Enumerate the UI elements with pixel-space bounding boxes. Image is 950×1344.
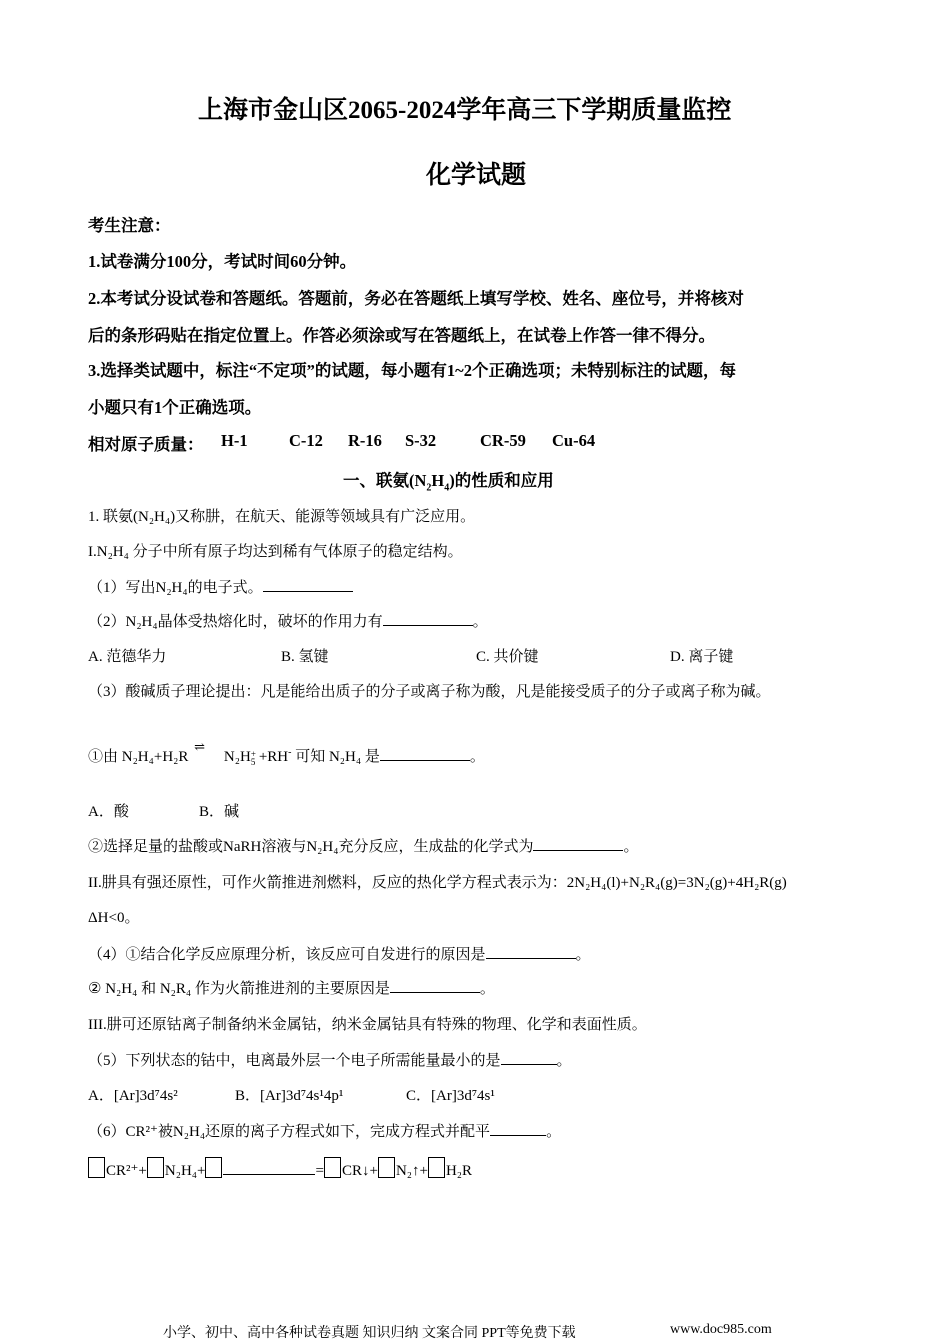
q1-s3-2: ②选择足量的盐酸或NaRH溶液与N₂H₄充分反应，生成盐的化学式为 。 [88,835,638,856]
q1-part2-a: II.肼具有强还原性，可作火箭推进剂燃料，反应的热化学方程式表示为：2N₂H₄(l)+N₂R₄(g)=3N₂(g)+4H₂R(g) [88,875,787,891]
section-heading: 一、联氨$(N_2H_4)$的性质和应用 [343,471,554,494]
notice-item-2b: 后的条形码贴在指定位置上。作答必须涂或写在答题纸上，在试卷上作答一律不得分。 [88,326,715,345]
answer-blank-species[interactable] [223,1160,315,1175]
notice-item-3a: 3.选择类试题中，标注“不定项”的试题，每小题有1~2个正确选项；未特别标注的试题，每 [88,361,736,380]
q1-s5: （5）下列状态的钴中，电离最外层一个电子所需能量最小的是 。 [88,1049,572,1070]
page-subtitle: 化学试题 [426,162,527,189]
atomic-mass-cr: CR-59 [480,431,526,450]
atomic-mass-cu: Cu-64 [552,431,596,450]
answer-blank-s6[interactable] [490,1121,546,1136]
q1-s2-option-d: D. 离子键 [670,649,734,665]
coefficient-box-6[interactable] [428,1157,445,1178]
q1-part2-b: ΔH<0。 [88,910,140,926]
q1-s5-option-b: B．[Ar]3d⁷4s¹4p¹ [235,1088,344,1104]
coefficient-box-5[interactable] [378,1157,395,1178]
atomic-mass-h: H-1 [221,431,248,450]
q1-part3: III.肼可还原钴离子制备纳米金属钴，纳米金属钴具有特殊的物理、化学和表面性质。 [88,1017,647,1033]
answer-blank-s4-1[interactable] [486,944,576,959]
answer-blank-s2[interactable] [383,611,473,626]
q1-s6: （6）CR²⁺被N₂H₄还原的离子方程式如下，完成方程式并配平 。 [88,1120,561,1141]
coefficient-box-1[interactable] [88,1157,105,1178]
notice-item-1: 1.试卷满分100分，考试时间60分钟。 [88,252,357,271]
answer-blank-s3-2[interactable] [533,836,623,851]
answer-blank-s1[interactable] [263,577,353,592]
atomic-mass-label: 相对原子质量： [88,435,204,454]
atomic-mass-r: R-16 [348,431,382,450]
page-title: 上海市金山区2065-2024学年高三下学期质量监控 [198,97,732,124]
q1-s5-option-a: A．[Ar]3d⁷4s² [88,1088,178,1104]
q1-part1: I.N₂H₄ 分子中所有原子均达到稀有气体原子的稳定结构。 [88,544,463,560]
equilibrium-arrow: ⇌ [194,739,204,754]
q1-s3-1: ①由 N₂H₄+H₂R ⇌ N₂H + 5 +RH- 可知 N₂H₄ 是 。 [88,739,485,767]
footer-text: 小学、初中、高中各种试卷真题 知识归纳 文案合同 PPT等免费下载 [163,1326,576,1341]
footer-url[interactable]: www.doc985.com [670,1322,772,1337]
q1-s3: （3）酸碱质子理论提出：凡是能给出质子的分子或离子称为酸，凡是能接受质子的分子或离子称为碱。 [88,684,771,700]
coefficient-box-2[interactable] [147,1157,164,1178]
q1-s3-option-a: A．酸 [88,804,129,820]
coefficient-box-4[interactable] [324,1157,341,1178]
answer-blank-s5[interactable] [501,1050,557,1065]
atomic-mass-s: S-32 [405,431,437,450]
answer-blank-s3-1[interactable] [380,746,470,761]
ionic-equation: CR²⁺+ N₂H₄+ = CR↓+ N₂↑+ H₂R [88,1157,472,1180]
q1-s4-1: （4）①结合化学反应原理分析，该反应可自发进行的原因是 。 [88,943,591,964]
answer-blank-s4-2[interactable] [390,978,480,993]
q1-s5-option-c: C．[Ar]3d⁷4s¹ [406,1088,495,1104]
q1-intro: 1. 联氨(N₂H₄)又称肼，在航天、能源等领域具有广泛应用。 [88,509,476,525]
atomic-mass-c: C-12 [289,431,323,450]
q1-s2: （2）N₂H₄晶体受热熔化时，破坏的作用力有 。 [88,610,488,631]
q1-s3-option-b: B．碱 [199,804,240,820]
q1-s2-option-a: A. 范德华力 [88,649,167,665]
coefficient-box-3[interactable] [205,1157,222,1178]
q1-s2-option-b: B. 氢键 [281,649,329,665]
notice-item-3b: 小题只有1个正确选项。 [88,398,262,417]
q1-s4-2: ② N₂H₄ 和 N₂R₄ 作为火箭推进剂的主要原因是 。 [88,977,495,998]
notice-heading: 考生注意： [88,216,171,235]
q1-s1: （1）写出N₂H₄的电子式。 [88,576,353,597]
q1-s2-option-c: C. 共价键 [476,649,539,665]
notice-item-2a: 2.本考试分设试卷和答题纸。答题前，务必在答题纸上填写学校、姓名、座位号，并将核对 [88,289,744,308]
